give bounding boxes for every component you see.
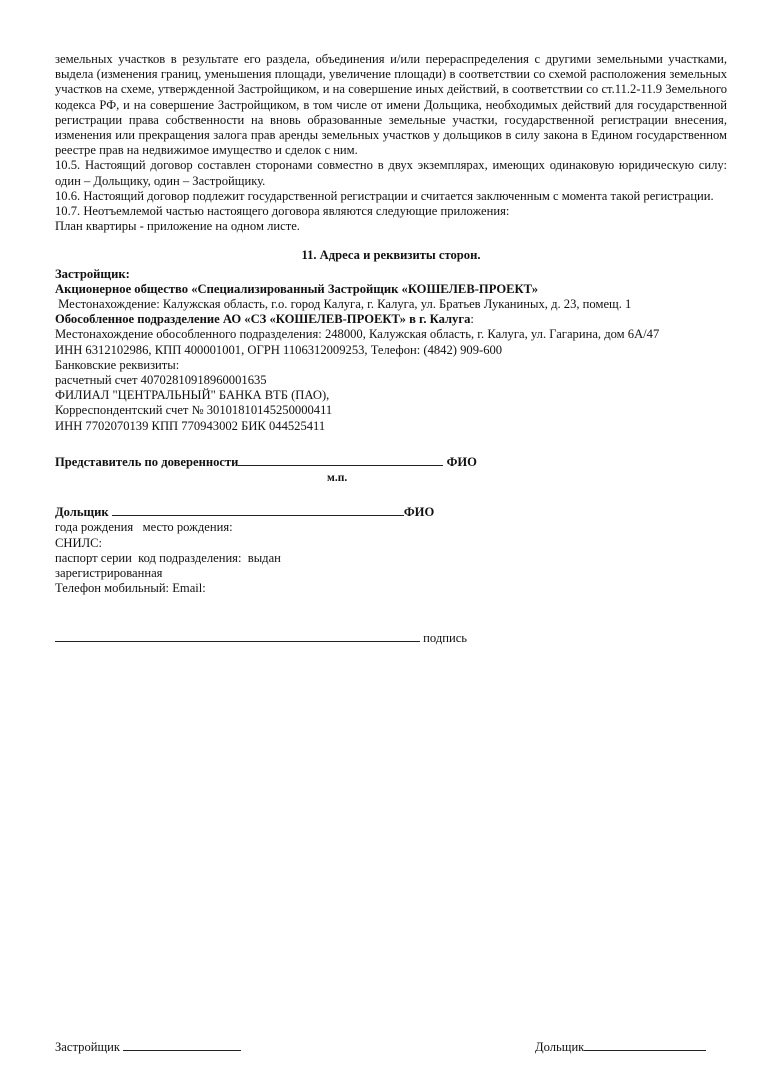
signature-label: подпись [420,630,468,645]
developer-branch [55,312,727,327]
section-title: 11. Адреса и реквизиты сторон. [301,248,481,263]
developer-ids-phone: ИНН 6312102986, КПП 400001001, ОГРН 1106312009253, Телефон: (4842) 909-600 [55,342,503,357]
bank-ids: ИНН 7702070139 КПП 770943002 БИК 044525411 [55,418,326,433]
footer-shareholder-label: Дольщик [535,1040,585,1054]
shareholder-fio-label: ФИО [403,505,435,520]
corr-account: Корреспондентский счет № 30101810145250000411 [55,403,333,418]
developer-details [55,267,727,434]
developer-label: Застройщик: [55,266,130,281]
branch-colon: : [470,312,474,327]
shareholder-passport: паспорт серии код подразделения: выдан [55,550,281,565]
representative-label: Представитель по доверенности [55,454,239,469]
developer-company-name: Акционерное общество «Специализированный Застройщик «КОШЕЛЕВ-ПРОЕКТ» [55,281,539,296]
document-page [55,52,727,646]
shareholder-snils: СНИЛС: [55,535,103,550]
shareholder-signature-line[interactable] [55,629,420,642]
developer-location: Местонахождение: Калужская область, г.о. город Калуга, г. Калуга, ул. Братьев Луканиных, д. 23, помещ. 1 [55,297,632,312]
representative-fio-label: ФИО [443,454,477,469]
footer-developer-label: Застройщик [55,1040,124,1054]
clause-10-6: 10.6. Настоящий договор подлежит государственной регистрации и считается заключенным с момента такой регистрации. [55,188,714,203]
continuation-paragraph: земельных участков в результате его раздела, объединения и/или перераспределения с другими земельными участками, выдела (изменения границ, уменьшения площади, увеличение площади) в соответствии со схемой расположения земельных участков на схеме, утвержденной Застройщиком, и на совершение иных действий, в соответствии со ст.11.2-11.9 Земельного кодекса РФ, и на совершение Застройщиком, в том числе от имени Дольщика, необходимых действий для государственной регистрации права собственности на вновь образованные земельные участки, государственной регистрации внесения, изменения или прекращения залога прав аренды земельных участков у дольщиков в силу закона в Едином государственном реестре прав на недвижимое имущество и сделок с ним. [55,52,727,158]
footer-shareholder-signature-line[interactable] [584,1038,706,1051]
bank-account: расчетный счет 40702810918960001635 [55,373,267,388]
representative-row [55,453,727,470]
signature-row [55,629,727,646]
shareholder-label: Дольщик [55,505,112,520]
shareholder-registered: зарегистрированная [55,566,163,581]
branch-location: Местонахождение обособленного подразделения: 248000, Калужская область, г. Калуга, ул. Гагарина, дом 6А/47 [55,327,660,342]
shareholder-birth: года рождения место рождения: [55,520,233,535]
stamp-label: м.п. [327,472,348,485]
shareholder-name-line[interactable] [112,503,404,516]
shareholder-row [55,503,727,520]
footer-shareholder [535,1038,706,1055]
bank-name: ФИЛИАЛ "ЦЕНТРАЛЬНЫЙ" БАНКА ВТБ (ПАО), [55,388,330,403]
clause-10-7: 10.7. Неотъемлемой частью настоящего договора являются следующие приложения: [55,204,510,219]
footer-developer [55,1038,241,1055]
bank-label: Банковские реквизиты: [55,357,180,372]
branch-name: Обособленное подразделение АО «СЗ «КОШЕЛЕВ-ПРОЕКТ» в г. Калуга [55,312,471,327]
footer-developer-signature-line[interactable] [123,1038,241,1051]
appendix-line: План квартиры - приложение на одном листе. [55,219,300,234]
clause-10-5: 10.5. Настоящий договор составлен сторонами совместно в двух экземплярах, имеющих одинаковую юридическую силу: один – Дольщику, один – Застройщику. [55,158,727,188]
representative-signature-line[interactable] [238,453,443,466]
shareholder-contacts: Телефон мобильный: Email: [55,581,206,596]
